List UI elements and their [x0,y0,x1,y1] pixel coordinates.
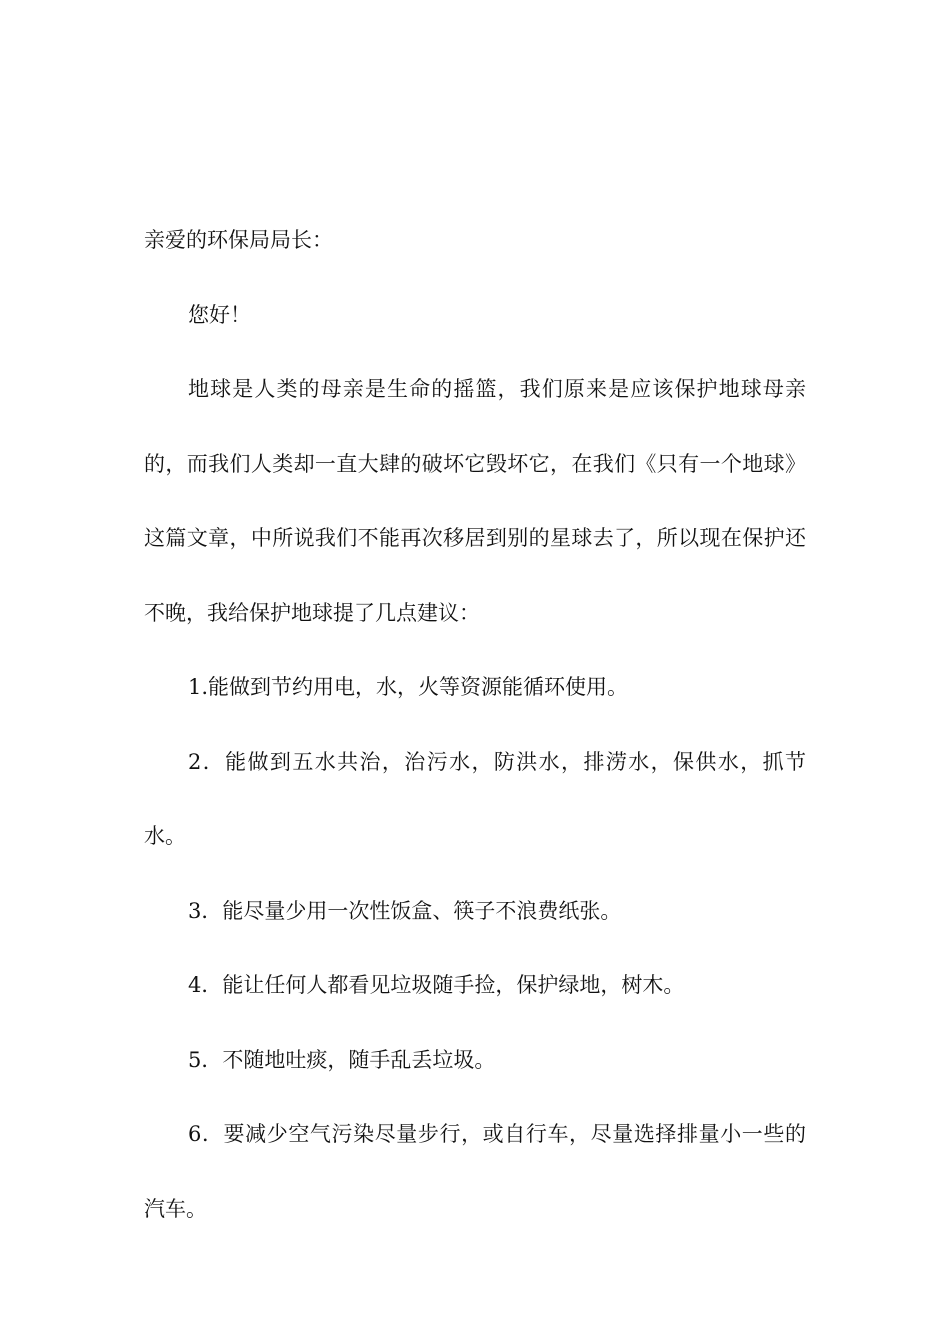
suggestion-item: 2．能做到五水共治，治污水，防洪水，排涝水，保供水，抓节水。 [144,749,806,848]
intro-paragraph: 地球是人类的母亲是生命的摇篮，我们原来是应该保护地球母亲的，而我们人类却一直大肆的破坏它毁坏它，在我们《只有一个地球》这篇文章，中所说我们不能再次移居到别的星球去了，所以现在保护还不晚，我给保护地球提了几点建议： [144,377,806,625]
letter-body [144,203,806,1246]
suggestion-item: 3．能尽量少用一次性饭盒、筷子不浪费纸张。 [188,898,622,923]
greeting: 您好！ [188,302,251,327]
suggestion-item: 5．不随地吐痰，随手乱丢垃圾。 [188,1047,496,1072]
suggestion-item: 6．要减少空气污染尽量步行，或自行车，尽量选择排量小一些的汽车。 [144,1122,806,1221]
salutation: 亲爱的环保局局长： [144,228,333,252]
suggestion-item: 1.能做到节约用电，水，火等资源能循环使用。 [188,675,629,699]
suggestion-item: 4．能让任何人都看见垃圾随手捡，保护绿地，树木。 [188,973,685,997]
